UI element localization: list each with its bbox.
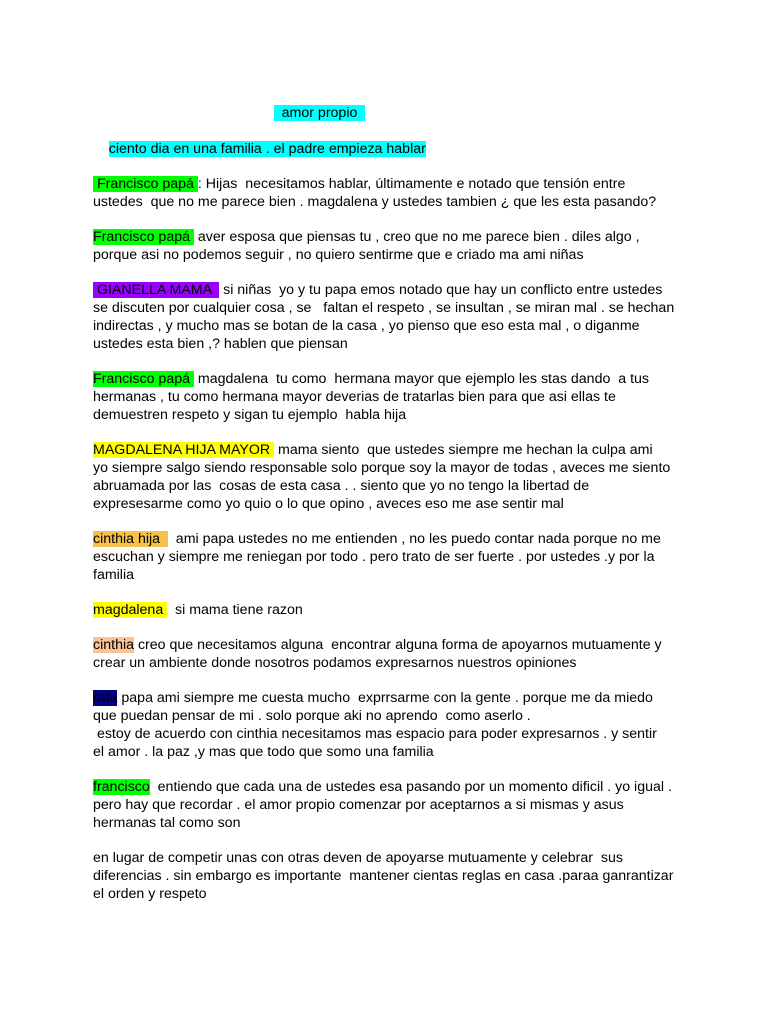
paragraph-10-line-1 [93, 778, 672, 796]
dialogue-text: : Hijas necesitamos hablar, últimamente e notado que tensión entre [197, 176, 626, 192]
speaker-francisco: Francisco papá [93, 176, 198, 192]
speaker-francisco: Francisco papá [93, 371, 194, 387]
dialogue-text: si niñas yo y tu papa emos notado que hay un conflicto entre ustedes [219, 282, 663, 298]
paragraph-3-line-3: indirectas , y mucho mas se botan de la casa , yo pienso que eso esta mal , o diganme [93, 318, 640, 334]
dialogue-text: aver esposa que piensas tu , creo que no me parece bien . diles algo , [193, 229, 640, 245]
paragraph-10-line-2: pero hay que recordar . el amor propio comenzar por aceptarnos a si mismas y asus [93, 797, 624, 813]
dialogue-text: si mama tiene razon [167, 602, 303, 618]
paragraph-1-line-2: ustedes que no me parece bien . magdalena y ustedes tambien ¿ que les esta pasando? [93, 194, 657, 210]
speaker-cinthia: cinthia hija [93, 531, 168, 547]
speaker-magdalena: magdalena [93, 602, 168, 618]
dialogue-text: mama siento que ustedes siempre me hechan la culpa ami [274, 442, 653, 458]
paragraph-9-line-1 [93, 689, 653, 707]
paragraph-11-line-2: diferencias . sin embargo es importante mantener cientas reglas en casa .paraa ganrantizar [93, 868, 674, 884]
paragraph-5-line-2: yo siempre salgo siendo responsable solo porque soy la mayor de todas , aveces me siento [93, 460, 671, 476]
paragraph-4-line-1 [93, 370, 649, 388]
dialogue-text: magdalena tu como hermana mayor que ejemplo les stas dando a tus [193, 371, 649, 387]
dialogue-text: ami papa ustedes no me entienden , no les puedo contar nada porque no me [167, 531, 661, 547]
paragraph-8-line-2: crear un ambiente donde nosotros podamos expresarnos nuestros opiniones [93, 655, 577, 671]
paragraph-9-line-4: el amor . la paz ,y mas que todo que somo una familia [93, 744, 434, 760]
title-highlight: amor propio [273, 105, 366, 121]
paragraph-3-line-2: se discuten por cualquier cosa , se faltan el respeto , se insultan , se miran mal . se hechan [93, 300, 675, 316]
paragraph-11-line-3: el orden y respeto [93, 886, 207, 902]
paragraph-9-line-3: estoy de acuerdo con cinthia necesitamos mas espacio para poder expresarnos . y sentir [93, 726, 657, 742]
intro-line [93, 122, 426, 176]
paragraph-7-line-1 [93, 601, 303, 619]
speaker-francisco: francisco [93, 779, 150, 795]
paragraph-6-line-2: escuchan y siempre me reniegan por todo . pero trato de ser fuerte . por ustedes .y por la [93, 549, 655, 565]
speaker-cinthia: cinthia [93, 637, 135, 653]
paragraph-8-line-1 [93, 636, 662, 654]
paragraph-5-line-1 [93, 441, 653, 459]
paragraph-11-line-1: en lugar de competir unas con otras deven de apoyarse mutuamente y celebrar sus [93, 850, 623, 866]
speaker-francisco: Francisco papá [93, 229, 194, 245]
dialogue-text: papa ami siempre me cuesta mucho exprrsarme con la gente . porque me da miedo [117, 690, 653, 706]
speaker-gianella: GIANELLA MAMA [93, 282, 220, 298]
paragraph-10-line-3: hermanas tal como son [93, 815, 241, 831]
paragraph-2-line-1 [93, 228, 640, 246]
paragraph-4-line-3: demuestren respeto y sigan tu ejemplo habla hija [93, 407, 407, 423]
paragraph-6-line-1 [93, 530, 661, 548]
paragraph-4-line-2: hermanas , tu como hermana mayor deverias de tratarlas bien para que asi ellas te [93, 389, 616, 405]
paragraph-3-line-4: ustedes esta bien ,? hablen que piensan [93, 336, 348, 352]
dialogue-text: creo que necesitamos alguna encontrar alguna forma de apoyarnos mutuamente y [134, 637, 662, 653]
speaker-magdalena: MAGDALENA HIJA MAYOR [93, 442, 275, 458]
paragraph-5-line-3: abruamada por las cosas de esta casa . . siento que yo no tengo la libertad de [93, 478, 590, 494]
paragraph-3-line-1 [93, 281, 662, 299]
intro-highlight: ciento dia en una familia . el padre empieza hablar [108, 141, 426, 157]
speaker-rafa: rafa [93, 690, 118, 706]
paragraph-2-line-2: porque asi no podemos seguir , no quiero sentirme que e criado ma ami niñas [93, 247, 584, 263]
paragraph-6-line-3: familia [93, 567, 134, 583]
paragraph-5-line-4: expresesarme como yo quio o lo que opino , aveces eso me ase sentir mal [93, 496, 564, 512]
paragraph-1-line-1 [93, 175, 625, 193]
dialogue-text: entiendo que cada una de ustedes esa pasando por un momento dificil . yo igual . [149, 779, 672, 795]
paragraph-9-line-2: que puedan pensar de mi . solo porque aki no aprendo como aserlo . [93, 708, 531, 724]
